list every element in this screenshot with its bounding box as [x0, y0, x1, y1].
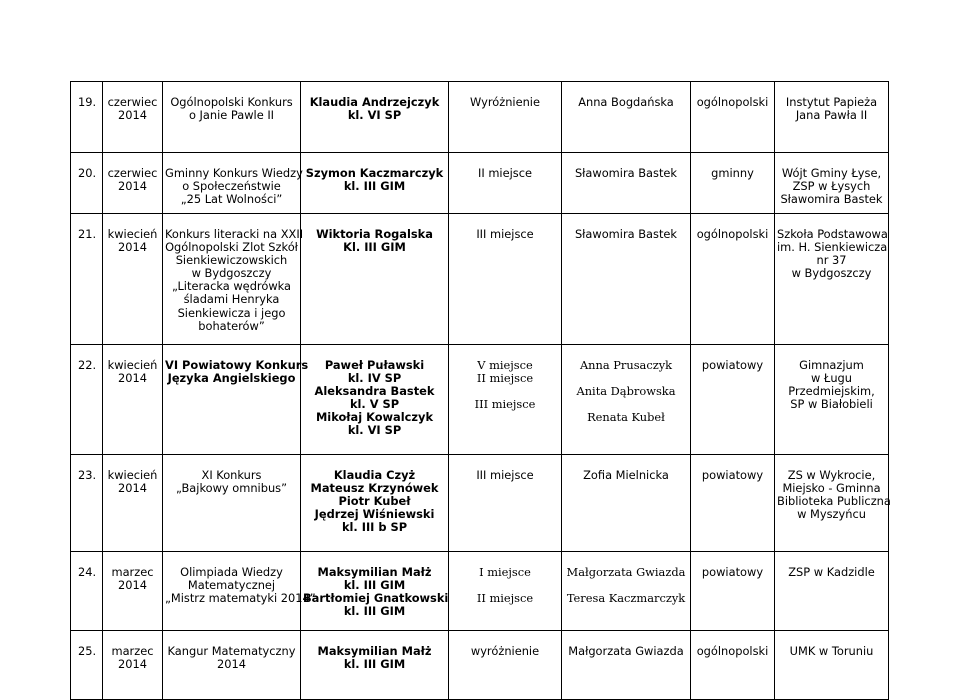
cell-text-line: Gminny Konkurs Wiedzy	[165, 166, 303, 180]
date-cell	[103, 345, 163, 455]
result-cell	[449, 214, 562, 345]
organizer-cell	[775, 153, 889, 214]
table-row	[71, 345, 889, 455]
date-cell	[103, 82, 163, 153]
organizer-cell	[775, 214, 889, 345]
cell-text-line: V miejsce	[477, 358, 533, 372]
level-cell	[691, 82, 775, 153]
level-cell	[691, 153, 775, 214]
organizer-cell	[775, 345, 889, 455]
contest-name-cell	[163, 552, 316, 631]
level-cell	[691, 345, 775, 455]
cell-text-line: Sławomira Bastek	[780, 192, 883, 207]
result-cell	[449, 345, 562, 455]
cell-text-line: Ogólnopolski Konkurs	[170, 95, 293, 109]
cell-text-line: 2014	[118, 578, 147, 593]
contest-name-cell	[163, 345, 309, 455]
cell-text-line: Sienkiewiczowskich	[175, 253, 288, 268]
cell-text-line: Miejsko - Gminna	[782, 481, 881, 496]
cell-text-line: Sienkiewicza i jego	[177, 305, 286, 320]
cell-text-line: kl. VI SP	[347, 108, 402, 123]
cell-text-line: kl. VI SP	[347, 423, 402, 438]
level-cell	[691, 631, 775, 700]
date-cell	[103, 552, 163, 631]
cell-text-line: Maksymilian Małż	[317, 565, 432, 579]
students-cell	[301, 214, 449, 345]
cell-text-line: kl. III b SP	[341, 520, 408, 535]
cell-text-line: Sławomira Bastek	[574, 227, 678, 241]
cell-text-line: wyróżnienie	[470, 644, 540, 658]
cell-text-line: czerwiec	[107, 166, 158, 180]
cell-text-line: Jędrzej Wiśniewski	[314, 507, 435, 522]
cell-text-line: 24.	[78, 565, 97, 579]
students-cell	[301, 631, 449, 700]
cell-text-line: II miejsce	[476, 591, 534, 606]
cell-text-line: w Bydgoszczy	[791, 266, 872, 281]
cell-text-line: II miejsce	[476, 371, 534, 386]
cell-text-line: Szymon Kaczmarczyk	[305, 166, 444, 180]
cell-text-line: Bartłomiej Gnatkowski	[303, 591, 449, 606]
cell-text-line: Małgorzata Gwiazda	[568, 644, 684, 658]
cell-text-line: Matematycznej	[187, 578, 276, 593]
contest-name-cell	[163, 153, 301, 214]
cell-text-line: o Janie Pawle II	[188, 108, 275, 123]
cell-text-line: kl. III GIM	[343, 657, 406, 672]
cell-text-line: kwiecień	[107, 227, 158, 241]
cell-text-line: I miejsce	[479, 565, 531, 579]
cell-text-line: „Literacka wędrówka	[171, 279, 292, 294]
cell-text-line: 25.	[78, 644, 97, 658]
result-cell	[449, 82, 562, 153]
cell-text-line: bohaterów”	[198, 318, 265, 333]
cell-text-line: 2014	[217, 657, 246, 672]
cell-text-line: kwiecień	[107, 358, 158, 372]
cell-text-line: kl. III GIM	[343, 604, 406, 619]
cell-text-line: II miejsce	[478, 166, 532, 180]
row-number-cell	[71, 214, 103, 345]
row-number-cell	[71, 345, 103, 455]
cell-text-line: Przedmiejskim,	[788, 384, 875, 399]
table-row	[71, 552, 889, 631]
students-cell	[301, 345, 449, 455]
table-row	[71, 455, 889, 552]
teacher-cell	[562, 345, 691, 455]
cell-text-line: marzec	[111, 644, 154, 658]
table-row	[71, 631, 889, 700]
cell-text-line: Piotr Kubeł	[338, 494, 411, 509]
contest-name-cell	[163, 214, 304, 345]
cell-text-line: 2014	[118, 179, 147, 194]
cell-text-line: Wiktoria Rogalska	[316, 227, 433, 241]
cell-text-line: Gimnazjum	[799, 358, 864, 372]
result-cell	[449, 631, 562, 700]
cell-text-line: Paweł Puławski	[324, 358, 425, 372]
cell-text-line: 22.	[78, 358, 97, 372]
cell-text-line: Kl. III GIM	[343, 240, 406, 255]
cell-text-line: Klaudia Andrzejczyk	[309, 95, 440, 109]
cell-text-line: kwiecień	[107, 468, 158, 482]
cell-text-line: Języka Angielskiego	[167, 371, 296, 386]
level-cell	[691, 214, 775, 345]
cell-text-line: gminny	[711, 166, 754, 180]
cell-text-line: nr 37	[816, 253, 847, 268]
cell-text-line: kl. IV SP	[347, 371, 402, 386]
row-number-cell	[71, 82, 103, 153]
cell-text-line: III miejsce	[474, 397, 536, 412]
teacher-cell	[562, 82, 691, 153]
date-cell	[103, 631, 163, 700]
teacher-cell	[562, 153, 691, 214]
cell-text-line: 2014	[118, 481, 147, 496]
cell-text-line: im. H. Sienkiewicza	[777, 240, 888, 255]
contest-name-cell	[163, 631, 301, 700]
cell-text-line: w Bydgoszczy	[191, 266, 272, 281]
table-row	[71, 153, 889, 214]
cell-text-line: marzec	[111, 565, 154, 579]
cell-text-line: 2014	[118, 657, 147, 672]
students-cell	[301, 552, 449, 631]
contest-name-cell	[163, 82, 301, 153]
cell-text-line: ogólnopolski	[696, 644, 769, 658]
cell-text-line: kl. III GIM	[343, 179, 406, 194]
cell-text-line: Mikołaj Kowalczyk	[315, 410, 434, 425]
cell-text-line: powiatowy	[701, 358, 764, 372]
cell-text-line: kl. III GIM	[343, 578, 406, 593]
cell-text-line: Sławomira Bastek	[574, 166, 678, 180]
cell-text-line: czerwiec	[107, 95, 158, 109]
cell-text-line: w Ługu	[810, 371, 852, 386]
awards-table	[70, 81, 889, 700]
cell-text-line: Wyróżnienie	[470, 95, 540, 109]
cell-text-line: powiatowy	[701, 468, 764, 482]
cell-text-line: 21.	[78, 227, 97, 241]
cell-text-line: powiatowy	[701, 565, 764, 579]
cell-text-line: VI Powiatowy Konkurs	[165, 358, 309, 372]
cell-text-line: Szkoła Podstawowa	[777, 227, 888, 241]
organizer-cell	[775, 82, 889, 153]
cell-text-line: Konkurs literacki na XXII	[165, 227, 304, 241]
cell-text-line: ZSP w Łysych	[792, 179, 871, 194]
row-number-cell	[71, 455, 103, 552]
cell-text-line: Wójt Gminy Łyse,	[781, 166, 882, 180]
result-cell	[449, 455, 562, 552]
cell-text-line: ogólnopolski	[696, 227, 769, 241]
row-number-cell	[71, 631, 103, 700]
cell-text-line: Anna Bogdańska	[578, 95, 674, 109]
cell-text-line: 2014	[118, 240, 147, 255]
cell-text-line: Anita Dąbrowska	[576, 384, 676, 399]
cell-text-line: Olimpiada Wiedzy	[180, 565, 283, 579]
row-number-cell	[71, 153, 103, 214]
teacher-cell	[562, 631, 691, 700]
cell-text-line: Ogólnopolski Zlot Szkół	[165, 240, 298, 255]
cell-text-line: 19.	[78, 95, 97, 109]
date-cell	[103, 214, 163, 345]
students-cell	[301, 153, 449, 214]
teacher-cell	[562, 455, 691, 552]
cell-text-line: w Myszyńcu	[797, 507, 866, 522]
level-cell	[691, 552, 775, 631]
cell-text-line: ogólnopolski	[696, 95, 769, 109]
result-cell	[449, 153, 562, 214]
cell-text-line: 2014	[118, 108, 147, 123]
organizer-cell	[775, 631, 889, 700]
cell-text-line: Małgorzata Gwiazda	[566, 565, 686, 579]
cell-text-line: UMK w Toruniu	[789, 644, 874, 658]
result-cell	[449, 552, 562, 631]
cell-text-line: „Bajkowy omnibus”	[175, 481, 288, 496]
cell-text-line: Renata Kubeł	[587, 410, 665, 425]
cell-text-line: XI Konkurs	[201, 468, 262, 482]
date-cell	[103, 455, 163, 552]
teacher-cell	[562, 552, 691, 631]
students-cell	[301, 455, 449, 552]
contest-name-cell	[163, 455, 301, 552]
organizer-cell	[775, 552, 889, 631]
cell-text-line: „Mistrz matematyki 2014”	[165, 591, 316, 606]
cell-text-line: Teresa Kaczmarczyk	[566, 591, 686, 606]
cell-text-line: Anna Prusaczyk	[579, 358, 673, 372]
cell-text-line: III miejsce	[476, 227, 534, 241]
row-number-cell	[71, 552, 103, 631]
students-cell	[301, 82, 449, 153]
cell-text-line: Aleksandra Bastek	[314, 384, 435, 399]
cell-text-line: 23.	[78, 468, 97, 482]
cell-text-line: Kangur Matematyczny	[167, 644, 296, 658]
cell-text-line: 20.	[78, 166, 97, 180]
teacher-cell	[562, 214, 691, 345]
level-cell	[691, 455, 775, 552]
table-row	[71, 214, 889, 345]
cell-text-line: Klaudia Czyż	[333, 468, 416, 482]
cell-text-line: 2014	[118, 371, 147, 386]
organizer-cell	[775, 455, 889, 552]
table-row	[71, 82, 889, 153]
cell-text-line: ZSP w Kadzidle	[788, 565, 875, 579]
cell-text-line: ZS w Wykrocie,	[787, 468, 876, 482]
cell-text-line: śladami Henryka	[183, 292, 280, 307]
cell-text-line: Zofia Mielnicka	[583, 468, 669, 482]
date-cell	[103, 153, 163, 214]
cell-text-line: „25 Lat Wolności”	[180, 192, 283, 207]
cell-text-line: Biblioteka Publiczna	[777, 494, 891, 509]
cell-text-line: SP w Białobieli	[790, 397, 873, 412]
cell-text-line: Instytut Papieża	[785, 95, 878, 109]
cell-text-line: o Społeczeństwie	[182, 179, 281, 194]
cell-text-line: Jana Pawła II	[795, 108, 868, 123]
cell-text-line: Maksymilian Małż	[317, 644, 432, 658]
cell-text-line: III miejsce	[476, 468, 534, 482]
cell-text-line: kl. V SP	[349, 397, 400, 412]
cell-text-line: Mateusz Krzynówek	[310, 481, 439, 496]
